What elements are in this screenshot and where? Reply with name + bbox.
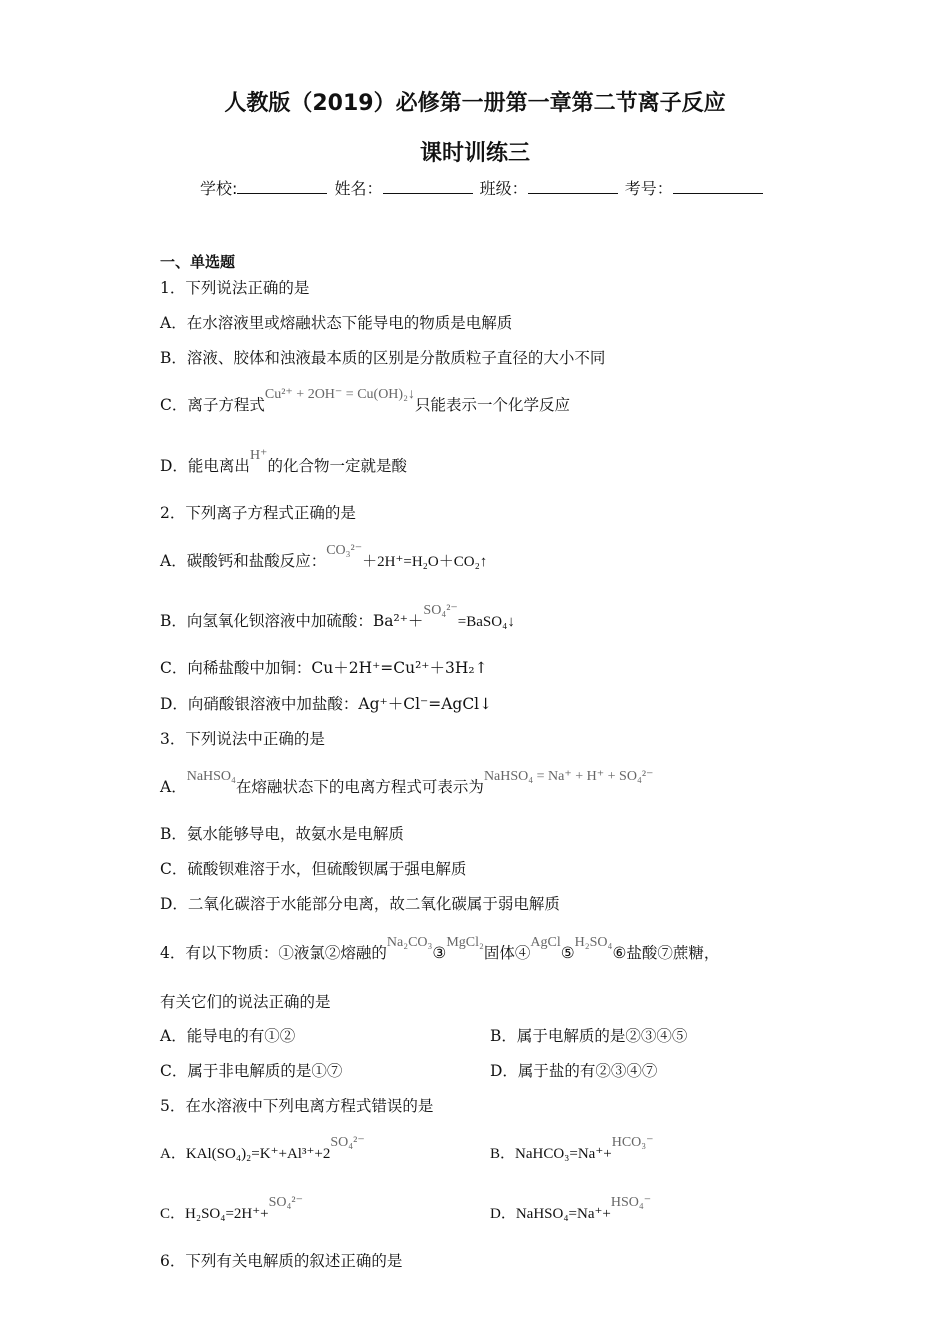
name-blank	[383, 179, 473, 194]
q1-option-c: C．离子方程式Cu²⁺ + 2OH⁻ = Cu(OH)₂↓只能表示一个化学反应	[160, 387, 570, 414]
formula: CO₃²⁻	[326, 543, 363, 558]
worksheet-title: 人教版（2019）必修第一册第一章第二节离子反应	[224, 91, 726, 116]
q4-option-a: A．能导电的有①②	[160, 1027, 296, 1045]
q4-stem: 4．有以下物质：①液氯②熔融的Na₂CO₃③MgCl₂固体④AgCl⑤H₂SO₄⑥盐酸⑦蔗糖，	[160, 935, 720, 962]
formula: NaHSO₄ = Na⁺ + H⁺ + SO₄²⁻	[483, 769, 654, 784]
formula: AgCl	[530, 935, 561, 950]
student-info-line	[200, 176, 765, 199]
q5-stem: 5．在水溶液中下列电离方程式错误的是	[160, 1097, 434, 1115]
formula: HCO₃⁻	[611, 1135, 654, 1150]
q2-option-c: C．向稀盐酸中加铜：Cu＋2H⁺=Cu²⁺＋3H₂↑	[160, 659, 488, 677]
q6-stem: 6．下列有关电解质的叙述正确的是	[160, 1252, 403, 1270]
q1-option-d: D．能电离出H⁺的化合物一定就是酸	[160, 448, 407, 475]
q2-option-b: B．向氢氧化钡溶液中加硫酸：Ba²⁺＋SO₄²⁻=BaSO₄↓	[160, 603, 515, 630]
q1-stem: 1．下列说法正确的是	[160, 279, 310, 297]
q2-option-d: D．向硝酸银溶液中加盐酸：Ag⁺＋Cl⁻=AgCl↓	[160, 695, 493, 713]
class-label: 班级：	[479, 179, 528, 198]
q4-option-c: C．属于非电解质的是①⑦	[160, 1062, 343, 1080]
q1-option-b: B．溶液、胶体和浊液最本质的区别是分散质粒子直径的大小不同	[160, 349, 606, 367]
q4-option-d: D．属于盐的有②③④⑦	[490, 1062, 658, 1080]
number-blank	[673, 179, 763, 194]
q5-option-b: B．NaHCO₃=Na⁺+HCO₃⁻	[490, 1135, 654, 1162]
q5-option-c: C．H₂SO₄=2H⁺+SO₄²⁻	[160, 1195, 304, 1222]
q3-option-c: C．硫酸钡难溶于水，但硫酸钡属于强电解质	[160, 860, 467, 878]
class-blank	[528, 179, 618, 194]
formula: SO₄²⁻	[330, 1135, 365, 1150]
section-heading: 一、单选题	[160, 253, 236, 271]
school-blank	[237, 179, 327, 194]
q3-option-d: D．二氧化碳溶于水能部分电离，故二氧化碳属于弱电解质	[160, 895, 560, 913]
formula: SO₄²⁻	[268, 1195, 304, 1210]
formula: NaHSO₄	[186, 769, 236, 784]
formula: HSO₄⁻	[610, 1195, 652, 1210]
formula: MgCl₂	[446, 935, 484, 950]
formula: H₂SO₄	[574, 935, 613, 950]
formula: Na₂CO₃	[386, 935, 433, 950]
q3-option-a: A．NaHSO₄在熔融状态下的电离方程式可表示为NaHSO₄ = Na⁺ + H⁺ + SO₄²⁻	[160, 769, 654, 796]
q2-stem: 2．下列离子方程式正确的是	[160, 504, 356, 522]
q2-option-a: A．碳酸钙和盐酸反应：CO₃²⁻＋2H⁺=H₂O＋CO₂↑	[160, 543, 488, 570]
q5-option-a: A．KAl(SO₄)₂=K⁺+Al³⁺+2SO₄²⁻	[160, 1135, 365, 1162]
worksheet-subtitle: 课时训练三	[419, 141, 530, 166]
formula: Cu²⁺ + 2OH⁻ = Cu(OH)₂↓	[264, 387, 415, 402]
q4-option-b: B．属于电解质的是②③④⑤	[490, 1027, 688, 1045]
q3-stem: 3．下列说法中正确的是	[160, 730, 325, 748]
formula: SO₄²⁻	[423, 603, 458, 618]
number-label: 考号：	[624, 179, 673, 198]
name-label: 姓名：	[334, 179, 383, 198]
q5-option-d: D．NaHSO₄=Na⁺+HSO₄⁻	[490, 1195, 652, 1222]
q1-option-a: A．在水溶液里或熔融状态下能导电的物质是电解质	[160, 314, 513, 332]
q4-stem-continued: 有关它们的说法正确的是	[160, 993, 331, 1011]
formula: H⁺	[249, 448, 268, 463]
q3-option-b: B．氨水能够导电，故氨水是电解质	[160, 825, 404, 843]
school-label: 学校:	[200, 179, 238, 198]
